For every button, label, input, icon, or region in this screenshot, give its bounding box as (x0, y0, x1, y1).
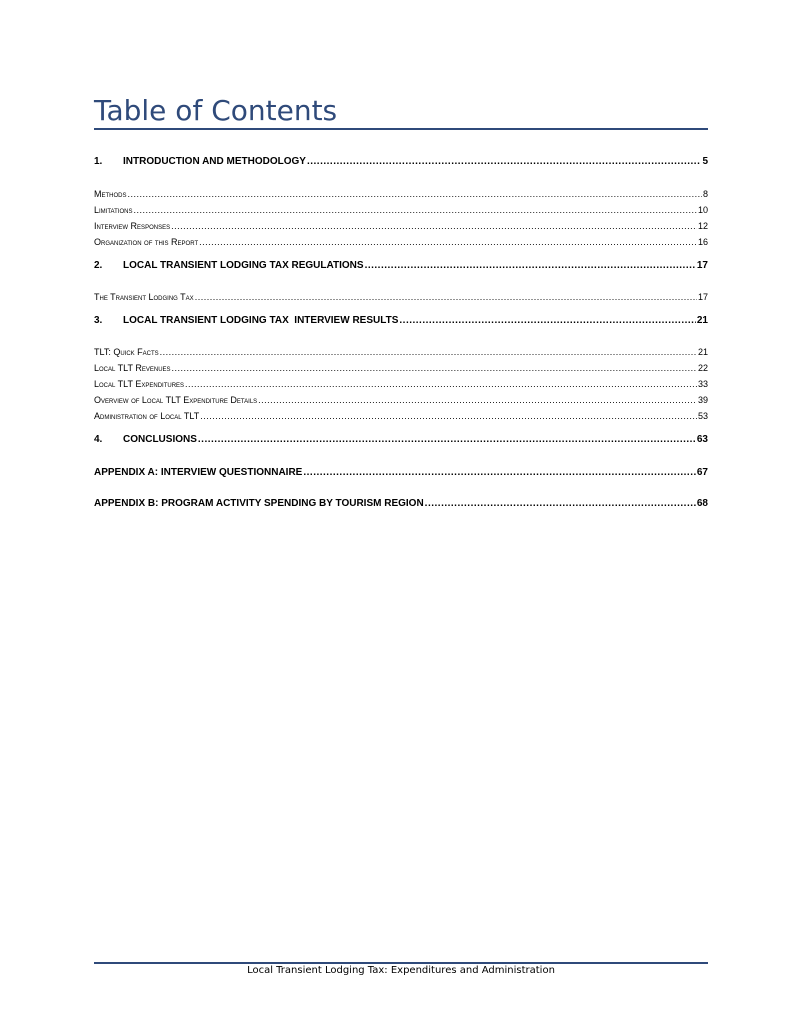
toc-entry-number: 1. (94, 156, 103, 167)
toc-entry-title: Methods (94, 189, 127, 199)
toc-entry-title: Interview Responses (94, 221, 171, 231)
toc-entry-appendix-b[interactable] (94, 498, 708, 509)
footer-divider (94, 962, 708, 964)
toc-entry-number: 4. (94, 434, 103, 445)
toc-entry-title: Administration of Local TLT (94, 411, 200, 421)
toc-entry-section-2[interactable] (94, 260, 708, 271)
toc-entry-transient-lodging-tax[interactable] (94, 292, 708, 302)
toc-entry-title: Local TLT Expenditures (94, 379, 185, 389)
dot-leader (195, 292, 697, 302)
toc-entry-title: The Transient Lodging Tax (94, 292, 194, 302)
page-title: Table of Contents (94, 94, 338, 127)
toc-entry-expenditure-details[interactable] (94, 395, 708, 405)
dot-leader (160, 347, 697, 357)
dot-leader (258, 395, 697, 405)
toc-entry-page: 63 (696, 434, 708, 445)
toc-entry-page: 5 (702, 156, 708, 167)
title-divider (94, 128, 708, 130)
dot-leader (185, 379, 697, 389)
toc-entry-title: LOCAL TRANSIENT LODGING TAX INTERVIEW RESULTS (123, 315, 399, 326)
toc-entry-title: Organization of this Report (94, 237, 199, 247)
toc-entry-number: 2. (94, 260, 103, 271)
toc-entry-quick-facts[interactable] (94, 347, 708, 357)
toc-entry-page: 68 (696, 498, 708, 509)
toc-entry-title: Local TLT Revenues (94, 363, 171, 373)
toc-entry-limitations[interactable] (94, 205, 708, 215)
toc-entry-page: 39 (697, 395, 708, 405)
toc-entry-interview-responses[interactable] (94, 221, 708, 231)
toc-entry-page: 10 (697, 205, 708, 215)
toc-entry-revenues[interactable] (94, 363, 708, 373)
toc-entry-title: INTRODUCTION AND METHODOLOGY (123, 156, 306, 167)
toc-entry-title: LOCAL TRANSIENT LODGING TAX REGULATIONS (123, 260, 364, 271)
dot-leader (425, 498, 696, 509)
dot-leader (171, 221, 697, 231)
toc-entry-page: 17 (696, 260, 708, 271)
toc-entry-title: CONCLUSIONS (123, 434, 197, 445)
toc-entry-methods[interactable] (94, 189, 708, 199)
toc-entry-title: Overview of Local TLT Expenditure Details (94, 395, 258, 405)
dot-leader (303, 467, 696, 478)
toc-entry-page: 8 (702, 189, 708, 199)
toc-entry-page: 16 (697, 237, 708, 247)
dot-leader (365, 260, 696, 271)
toc-entry-section-1[interactable] (94, 156, 708, 167)
toc-entry-section-4[interactable] (94, 434, 708, 445)
toc-entry-page: 12 (697, 221, 708, 231)
toc-entry-title: APPENDIX B: PROGRAM ACTIVITY SPENDING BY TOURISM REGION (94, 498, 424, 509)
toc-entry-page: 22 (697, 363, 708, 373)
toc-entry-administration[interactable] (94, 411, 708, 421)
toc-entry-page: 21 (697, 347, 708, 357)
dot-leader (200, 411, 697, 421)
dot-leader (133, 205, 697, 215)
toc-entry-page: 53 (697, 411, 708, 421)
dot-leader (128, 189, 702, 199)
dot-leader (172, 363, 697, 373)
toc-entry-section-3[interactable] (94, 315, 708, 326)
toc-entry-page: 17 (697, 292, 708, 302)
toc-entry-appendix-a[interactable] (94, 467, 708, 478)
toc-entry-title: APPENDIX A: INTERVIEW QUESTIONNAIRE (94, 467, 303, 478)
dot-leader (307, 156, 701, 167)
toc-entry-page: 33 (697, 379, 708, 389)
dot-leader (198, 434, 696, 445)
toc-entry-title: TLT: Quick Facts (94, 347, 159, 357)
dot-leader (399, 315, 695, 326)
toc-entry-number: 3. (94, 315, 103, 326)
toc-entry-title: Limitations (94, 205, 133, 215)
toc-entry-organization[interactable] (94, 237, 708, 247)
toc-entry-expenditures[interactable] (94, 379, 708, 389)
page-footer: Local Transient Lodging Tax: Expenditures and Administration (247, 965, 555, 976)
dot-leader (199, 237, 697, 247)
toc-entry-page: 67 (696, 467, 708, 478)
toc-entry-page: 21 (696, 315, 708, 326)
